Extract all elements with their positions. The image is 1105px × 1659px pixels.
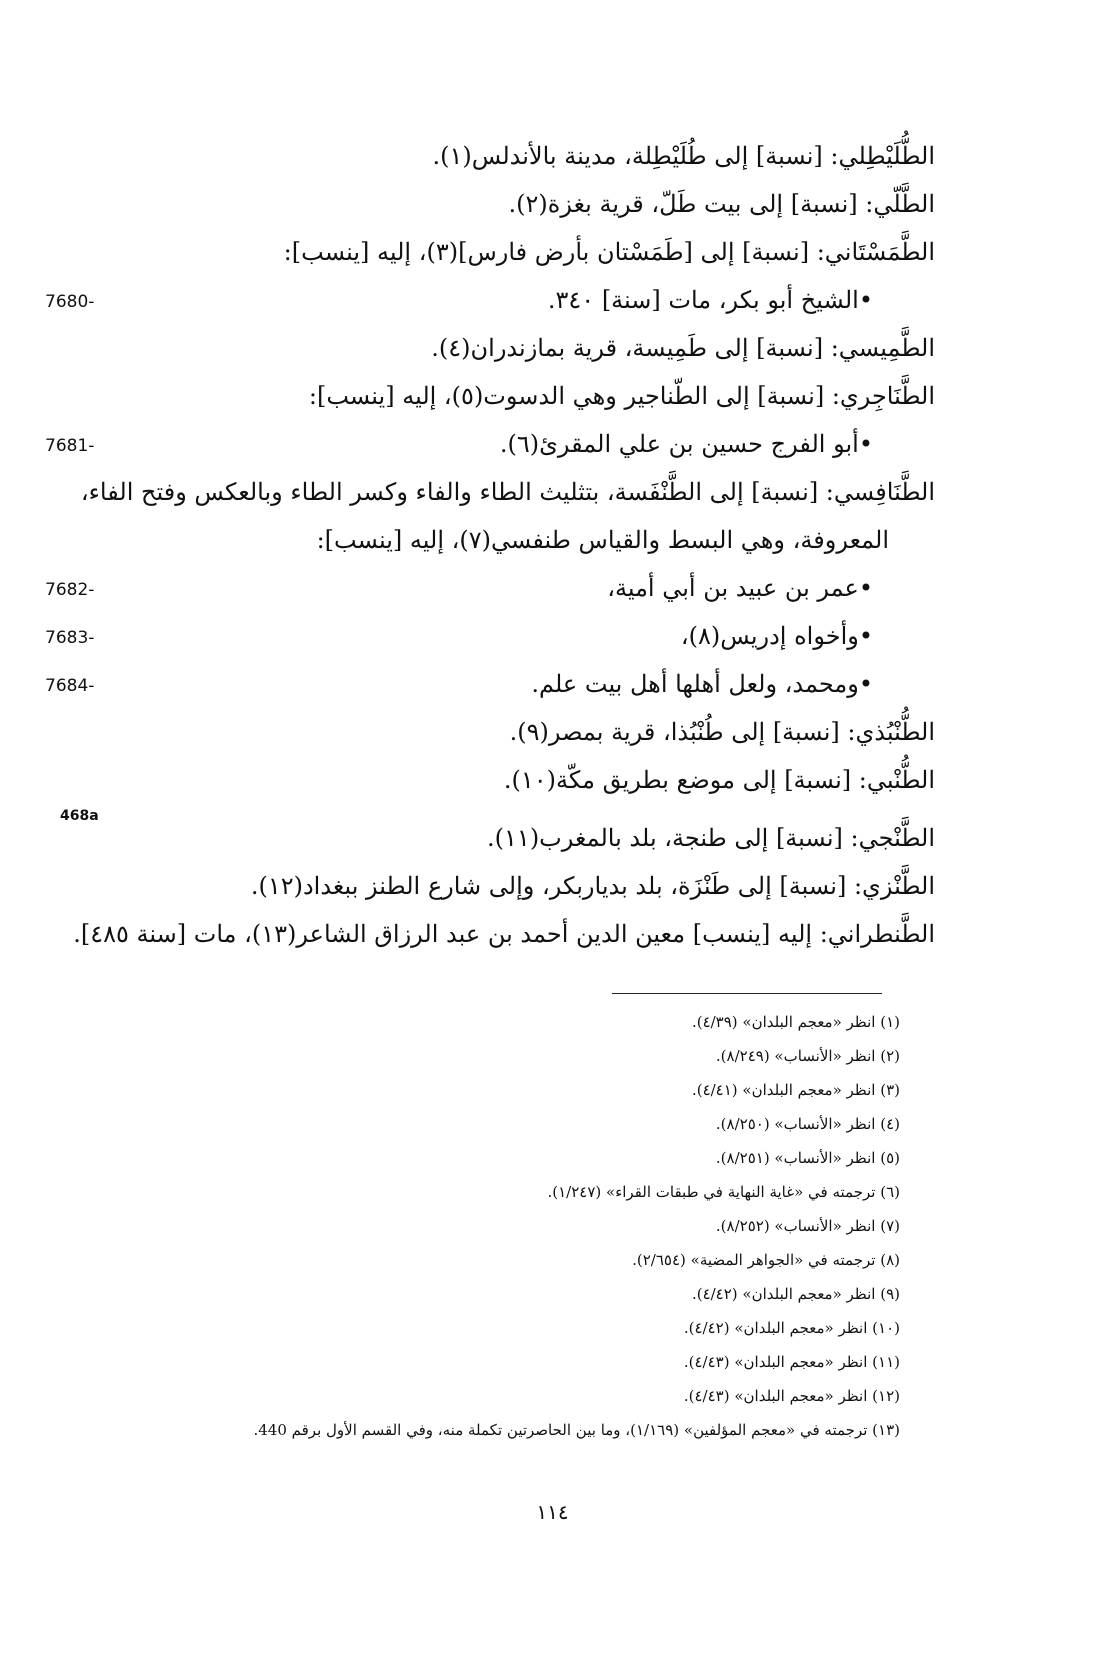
entry-line: الطُّلَيْطِلي: [نسبة] إلى طُلَيْطِلة، مدينة بالأندلس(١). bbox=[432, 142, 935, 170]
entry-number: 7684- bbox=[45, 676, 95, 696]
footnote: (٩) انظر «معجم البلدان» (٤/٤٢). bbox=[691, 1285, 900, 1303]
entry-text: •عمر بن عبيد بن أبي أمية، bbox=[607, 574, 873, 602]
footnote: (٤) انظر «الأنساب» (٨/٢٥٠). bbox=[715, 1115, 900, 1133]
footnote: (٧) انظر «الأنساب» (٨/٢٥٢). bbox=[715, 1217, 900, 1235]
entry-text: •ومحمد، ولعل أهلها أهل بيت علم. bbox=[531, 670, 873, 698]
entry-line: الطَّنْزي: [نسبة] إلى طَنْزَة، بلد بدياربكر، وإلى شارع الطنز ببغداد(١٢). bbox=[250, 872, 935, 900]
entry-line: الطَّنْجي: [نسبة] إلى طنجة، بلد بالمغرب(١١). bbox=[487, 824, 935, 852]
entry-line: الطَّنطراني: إليه [ينسب] معين الدين أحمد بن عبد الرزاق الشاعر(١٣)، مات [سنة ٤٨٥]. bbox=[73, 920, 935, 948]
entry-text: •أبو الفرج حسين بن علي المقرئ(٦). bbox=[499, 430, 873, 458]
footnote-divider bbox=[612, 993, 882, 994]
numbered-entry bbox=[45, 284, 935, 332]
footnote: (١٠) انظر «معجم البلدان» (٤/٤٢). bbox=[683, 1319, 900, 1337]
footnote: (٦) ترجمته في «غاية النهاية في طبقات القراء» (١/٢٤٧). bbox=[547, 1183, 900, 1201]
entry-continuation: المعروفة، وهي البسط والقياس طنفسي(٧)، إليه [ينسب]: bbox=[316, 526, 889, 554]
entry-number: 7681- bbox=[45, 436, 95, 456]
entry-line: الطَّمِيسي: [نسبة] إلى طَمِيسة، قرية بمازندران(٤). bbox=[431, 334, 935, 362]
footnote: (٢) انظر «الأنساب» (٨/٢٤٩). bbox=[715, 1047, 900, 1065]
entry-line: الطَّمَسْتَاني: [نسبة] إلى [طَمَسْتان بأرض فارس](٣)، إليه [ينسب]: bbox=[283, 238, 935, 266]
footnote: (١٣) ترجمته في «معجم المؤلفين» (١/١٦٩)، وما بين الحاصرتين تكملة منه، وفي القسم الأول برقم 440. bbox=[253, 1421, 900, 1439]
footnote: (١١) انظر «معجم البلدان» (٤/٤٣). bbox=[683, 1353, 900, 1371]
entry-line: الطَّنَافِسي: [نسبة] إلى الطَّنْفَسة، بتثليث الطاء والفاء وكسر الطاء وبالعكس وفتح الفاء، bbox=[80, 478, 935, 506]
entry-line: الطُّنْبُذي: [نسبة] إلى طُنْبُذا، قرية بمصر(٩). bbox=[509, 718, 935, 746]
entry-line: الطَّلّي: [نسبة] إلى بيت طَلّ، قرية بغزة(٢). bbox=[508, 190, 935, 218]
numbered-entry bbox=[45, 620, 935, 668]
main-text bbox=[45, 140, 935, 966]
footnote: (٨) ترجمته في «الجواهر المضية» (٢/٦٥٤). bbox=[632, 1251, 900, 1269]
footnote: (١٢) انظر «معجم البلدان» (٤/٤٣). bbox=[683, 1387, 900, 1405]
entry-line bbox=[60, 764, 935, 824]
footnotes bbox=[253, 1012, 900, 1454]
margin-marker: 468a bbox=[60, 808, 99, 824]
numbered-entry bbox=[45, 668, 935, 716]
footnote: (٥) انظر «الأنساب» (٨/٢٥١). bbox=[715, 1149, 900, 1167]
footnote: (١) انظر «معجم البلدان» (٤/٣٩). bbox=[691, 1013, 900, 1031]
entry-number: 7682- bbox=[45, 580, 95, 600]
entry-number: 7683- bbox=[45, 628, 95, 648]
entry-text: •الشيخ أبو بكر، مات [سنة] ٣٤٠. bbox=[547, 286, 873, 314]
numbered-entry bbox=[45, 572, 935, 620]
entry-text: الطُّنْبي: [نسبة] إلى موضع بطريق مكّة(١٠). bbox=[503, 766, 935, 794]
entry-line: الطَّنَاجِري: [نسبة] إلى الطّناجير وهي الدسوت(٥)، إليه [ينسب]: bbox=[308, 382, 935, 410]
numbered-entry bbox=[45, 428, 935, 476]
entry-text: •وأخواه إدريس(٨)، bbox=[680, 622, 873, 650]
page-number: ١١٤ bbox=[536, 1500, 569, 1524]
footnote: (٣) انظر «معجم البلدان» (٤/٤١). bbox=[691, 1081, 900, 1099]
entry-number: 7680- bbox=[45, 292, 95, 312]
